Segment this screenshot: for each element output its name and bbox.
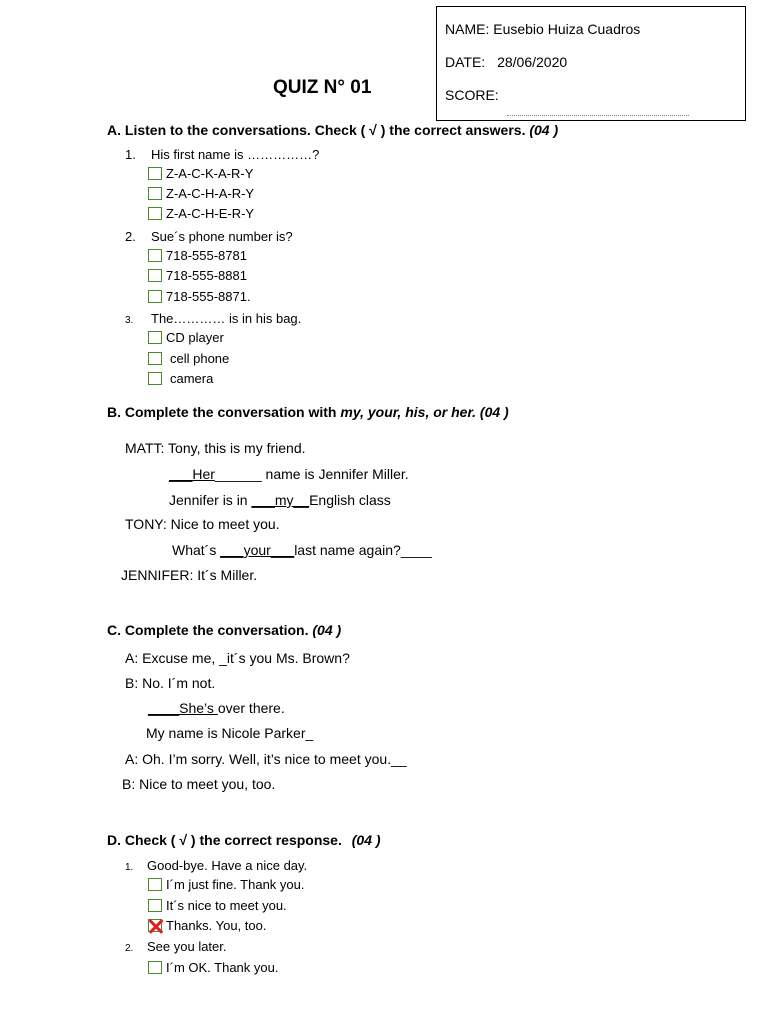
- option-label: Z-A-C-H-A-R-Y: [166, 186, 255, 201]
- option-a2-1[interactable]: [148, 248, 247, 263]
- blank-answer-4[interactable]: ____She’s: [148, 700, 218, 716]
- line-text: last name again?____: [294, 542, 432, 558]
- conversation-b-line-6: JENNIFER: It´s Miller.: [121, 567, 258, 583]
- option-label: CD player: [166, 330, 224, 345]
- option-a2-2[interactable]: [148, 268, 247, 283]
- option-a3-3[interactable]: [148, 371, 213, 386]
- section-b-instructions: B. Complete the conversation with: [107, 404, 337, 420]
- conversation-b-line-1: MATT: Tony, this is my friend.: [125, 440, 306, 456]
- checkbox[interactable]: [148, 269, 162, 282]
- blank-prefix: ___: [169, 466, 193, 482]
- checkbox[interactable]: [148, 290, 162, 303]
- question-a2: [125, 229, 293, 244]
- option-a1-3[interactable]: [148, 206, 254, 221]
- section-c-heading: [107, 622, 341, 638]
- section-a-heading: [107, 122, 558, 138]
- option-a3-1[interactable]: [148, 330, 224, 345]
- checkbox[interactable]: [148, 899, 162, 912]
- question-text: Sue´s phone number is?: [151, 229, 293, 244]
- option-d1-2[interactable]: [148, 898, 287, 913]
- blank-fill: Her: [192, 466, 215, 482]
- score-field[interactable]: [507, 115, 689, 116]
- section-b-heading: [107, 404, 509, 420]
- conversation-c-line-5: A: Oh. I’m sorry. Well, it’s nice to meet you.__: [125, 751, 407, 767]
- question-text: See you later.: [147, 939, 227, 954]
- line-text: ______ name is Jennifer Miller.: [214, 466, 409, 482]
- date-label: DATE:: [445, 54, 486, 70]
- question-number: 1.: [125, 862, 134, 873]
- question-d2: [125, 939, 227, 954]
- question-number: 2.: [125, 229, 136, 244]
- conversation-b-line-3: [169, 492, 391, 508]
- option-label: Z-A-C-H-E-R-Y: [166, 206, 255, 221]
- question-text: The………… is in his bag.: [151, 311, 302, 326]
- option-label: 718-555-8881: [166, 268, 247, 283]
- question-number: 2.: [125, 943, 134, 954]
- question-d1: [125, 858, 307, 873]
- checkbox[interactable]: [148, 187, 162, 200]
- option-label: Thanks. You, too.: [166, 918, 267, 933]
- line-text: over there.: [217, 700, 285, 716]
- section-d-points: (04 ): [351, 832, 381, 848]
- checkbox[interactable]: [148, 352, 162, 365]
- section-a-instructions: A. Listen to the conversations. Check ( √ ) the correct answers.: [107, 122, 526, 138]
- section-d-instructions: D. Check ( √ ) the correct response.: [107, 832, 342, 848]
- student-info-box: [436, 6, 746, 121]
- option-label: I´m OK. Thank you.: [166, 960, 279, 975]
- question-number: 3.: [125, 315, 134, 326]
- score-label: SCORE:: [445, 87, 499, 103]
- date-row: [445, 54, 567, 70]
- option-label: 718-555-8781: [166, 248, 247, 263]
- line-text: What´s: [172, 542, 221, 558]
- conversation-c-line-2: B: No. I´m not.: [125, 675, 216, 691]
- section-b-word-list: my, your, his, or her.: [340, 404, 477, 420]
- option-d1-3[interactable]: [148, 918, 266, 933]
- conversation-b-line-5: [172, 542, 432, 558]
- option-label: cell phone: [170, 351, 230, 366]
- option-label: camera: [170, 371, 214, 386]
- option-label: Z-A-C-K-A-R-Y: [166, 166, 254, 181]
- conversation-b-line-4: TONY: Nice to meet you.: [125, 516, 280, 532]
- section-d-heading: [107, 832, 381, 848]
- option-label: 718-555-8871.: [166, 289, 251, 304]
- blank-answer-3[interactable]: ___your___: [220, 542, 295, 558]
- question-a1: [125, 147, 319, 162]
- checkbox[interactable]: [148, 167, 162, 180]
- question-a3: [125, 311, 301, 326]
- section-b-points: (04 ): [479, 404, 509, 420]
- option-a1-2[interactable]: [148, 186, 254, 201]
- option-a2-3[interactable]: [148, 289, 251, 304]
- section-a-points: (04 ): [529, 122, 559, 138]
- checkbox[interactable]: [148, 331, 162, 344]
- line-text: Jennifer is in: [169, 492, 252, 508]
- conversation-b-line-2: [169, 466, 409, 482]
- checkbox[interactable]: [148, 249, 162, 262]
- question-number: 1.: [125, 147, 136, 162]
- checked-checkbox-x-icon[interactable]: [148, 919, 162, 932]
- checkbox[interactable]: [148, 372, 162, 385]
- option-d1-1[interactable]: [148, 877, 305, 892]
- checkbox[interactable]: [148, 207, 162, 220]
- option-label: It´s nice to meet you.: [166, 898, 287, 913]
- blank-answer-2[interactable]: ___my__: [251, 492, 310, 508]
- quiz-title: QUIZ N° 01: [273, 77, 372, 98]
- checkbox[interactable]: [148, 878, 162, 891]
- section-c-points: (04 ): [312, 622, 342, 638]
- question-text: Good-bye. Have a nice day.: [147, 858, 308, 873]
- conversation-c-line-1: A: Excuse me, _it´s you Ms. Brown?: [125, 650, 350, 666]
- conversation-c-line-4: My name is Nicole Parker_: [146, 725, 314, 741]
- section-c-instructions: C. Complete the conversation.: [107, 622, 309, 638]
- student-name: NAME: Eusebio Huiza Cuadros: [445, 21, 641, 37]
- option-d2-1[interactable]: [148, 960, 278, 975]
- checkbox[interactable]: [148, 961, 162, 974]
- conversation-c-line-6: B: Nice to meet you, too.: [122, 776, 276, 792]
- option-label: I´m just fine. Thank you.: [166, 877, 305, 892]
- option-a3-2[interactable]: [148, 351, 229, 366]
- blank-answer-1[interactable]: [169, 466, 215, 482]
- date-value: 28/06/2020: [497, 54, 568, 70]
- question-text: His first name is ……………?: [151, 147, 320, 162]
- conversation-c-line-3: [148, 700, 285, 716]
- option-a1-1[interactable]: [148, 166, 253, 181]
- line-text: English class: [309, 492, 391, 508]
